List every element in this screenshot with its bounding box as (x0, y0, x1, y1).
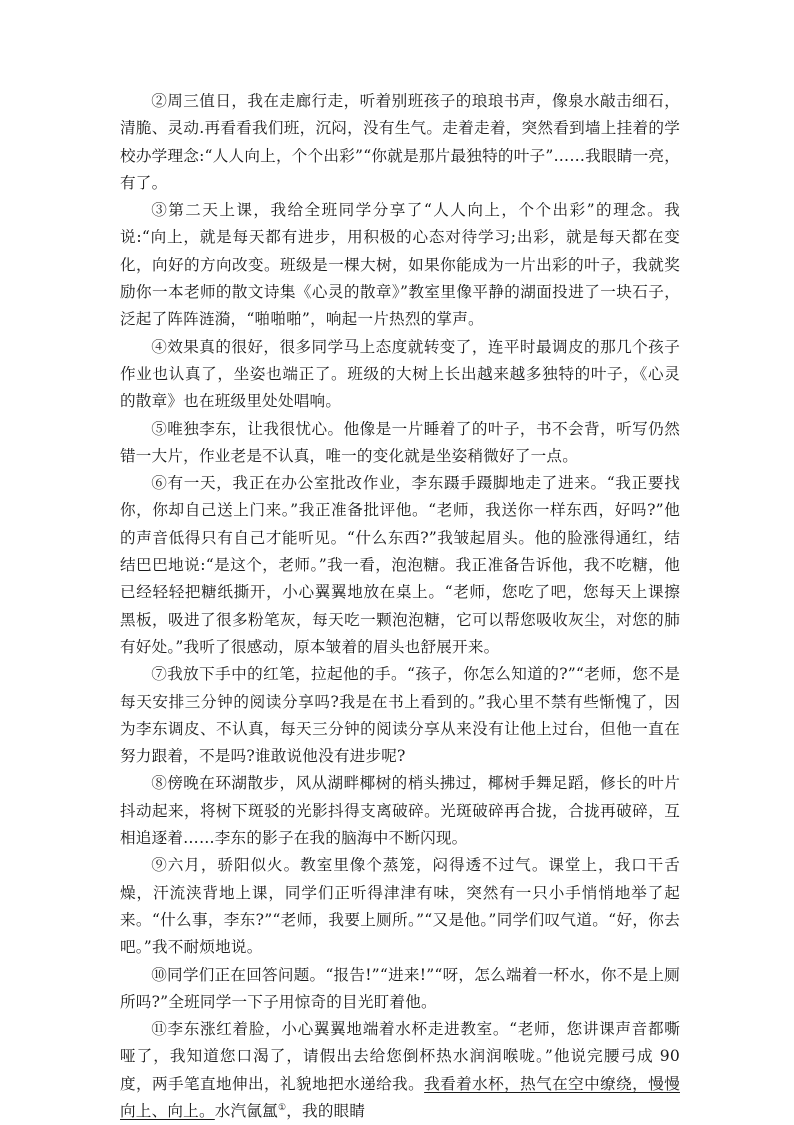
paragraph-7 (120, 661, 680, 770)
paragraph-number: ③ (151, 201, 169, 220)
paragraph-text: 唯独李东，让我很忧心。他像是一片睡着了的叶子，书不会背，听写仍然错一大片，作业老是不认真，唯一的变化就是坐姿稍微好了一点。 (120, 419, 681, 465)
underlined-sentence: 我看着水杯，热气在空中缭绕，慢慢向上、向上。 (120, 1074, 680, 1120)
paragraph-8 (120, 770, 680, 852)
paragraph-text-end: ，我的眼睛 (286, 1101, 366, 1120)
paragraph-text: 李东涨红着脸，小心翼翼地端着水杯走进教室。“老师，您讲课声音都嘶哑了，我知道您口渴了，请假出去给您倒杯热水润润喉咙。”他说完腰弓成 90 度，两手笔直地伸出，礼貌地把水递给我。 (120, 1020, 681, 1093)
document-page (120, 88, 680, 1125)
paragraph-3 (120, 197, 680, 333)
paragraph-9 (120, 852, 680, 961)
paragraph-number: ⑥ (151, 474, 168, 493)
paragraph-4 (120, 334, 680, 416)
paragraph-text: 傍晚在环湖散步，风从湖畔椰树的梢头拂过，椰树手舞足蹈，修长的叶片抖动起来，将树下斑驳的光影抖得支离破碎。光斑破碎再合拢，合拢再破碎，互相追逐着……李东的影子在我的脑海中不断闪现。 (120, 774, 681, 848)
paragraph-number: ⑨ (151, 856, 168, 875)
paragraph-text: 周三值日，我在走廊行走，听着别班孩子的琅琅书声，像泉水敲击细石，清脆、灵动.再看看我们班，沉闷，没有生气。走着走着，突然看到墙上挂着的学校办学理念:“人人向上，个个出彩”“你就是那片最独特的叶子”……我眼睛一亮，有了。 (120, 92, 681, 192)
paragraph-number: ④ (151, 337, 168, 356)
paragraph-2 (120, 88, 680, 197)
paragraph-text-continued: 水汽氤氲 (214, 1101, 278, 1120)
paragraph-number: ⑦ (151, 665, 168, 684)
paragraph-5 (120, 416, 680, 471)
footnote-marker: ① (277, 1102, 287, 1113)
paragraph-10 (120, 962, 680, 1017)
paragraph-text: 第二天上课，我给全班同学分享了“人人向上，个个出彩”的理念。我说:“向上，就是每天都有进步，用积极的心态对待学习;出彩，就是每天都在变化，向好的方向改变。班级是一棵大树，如果你能成为一片出彩的叶子，我就奖励你一本老师的散文诗集《心灵的散章》”教室里像平静的湖面投进了一块石子，泛起了阵阵涟漪，“啪啪啪”，响起一片热烈的掌声。 (120, 201, 680, 329)
paragraph-number: ⑪ (151, 1020, 168, 1039)
paragraph-text: 我放下手中的红笔，拉起他的手。“孩子，你怎么知道的?”“老师，您不是每天安排三分钟的阅读分享吗?我是在书上看到的。”我心里不禁有些惭愧了，因为李东调皮、不认真，每天三分钟的阅读分享从来没有让他上过台，但他一直在努力跟着，不是吗?谁敢说他没有进步呢? (120, 665, 681, 766)
paragraph-11 (120, 1016, 680, 1125)
paragraph-6 (120, 470, 680, 661)
paragraph-text: 效果真的很好，很多同学马上态度就转变了，连平时最调皮的那几个孩子作业也认真了，坐姿也端正了。班级的大树上长出越来越多独特的叶子，《心灵的散章》也在班级里处处唱响。 (120, 337, 681, 411)
paragraph-number: ⑩ (151, 965, 168, 984)
paragraph-number: ⑤ (151, 419, 168, 438)
paragraph-text: 六月，骄阳似火。教室里像个蒸笼，闷得透不过气。课堂上，我口干舌燥，汗流浃背地上课，同学们正听得津津有味，突然有一只小手悄悄地举了起来。“什么事，李东?”“老师，我要上厕所。”“又是他。”同学们叹气道。“好，你去吧。”我不耐烦地说。 (120, 856, 681, 957)
paragraph-number: ⑧ (151, 774, 168, 793)
paragraph-text: 有一天，我正在办公室批改作业，李东蹑手蹑脚地走了进来。“我正要找你，你却自己送上门来。”我正准备批评他。“老师，我送你一样东西，好吗?”他的声音低得只有自己才能听见。“什么东西?”我皱起眉头。他的脸涨得通红，结结巴巴地说:“是这个，老师。”我一看，泡泡糖。我正准备告诉他，我不吃糖，他已经轻轻把糖纸撕开，小心翼翼地放在桌上。“老师，您吃了吧，您每天上课擦黑板，吸进了很多粉笔灰，每天吃一颗泡泡糖，它可以帮您吸收灰尘，对您的肺有好处。”我听了很感动，原本皱着的眉头也舒展开来。 (120, 474, 681, 656)
paragraph-text: 同学们正在回答问题。“报告!”“进来!”“呀，怎么端着一杯水，你不是上厕所吗?”全班同学一下子用惊奇的目光盯着他。 (120, 965, 681, 1011)
paragraph-number: ② (151, 92, 168, 110)
